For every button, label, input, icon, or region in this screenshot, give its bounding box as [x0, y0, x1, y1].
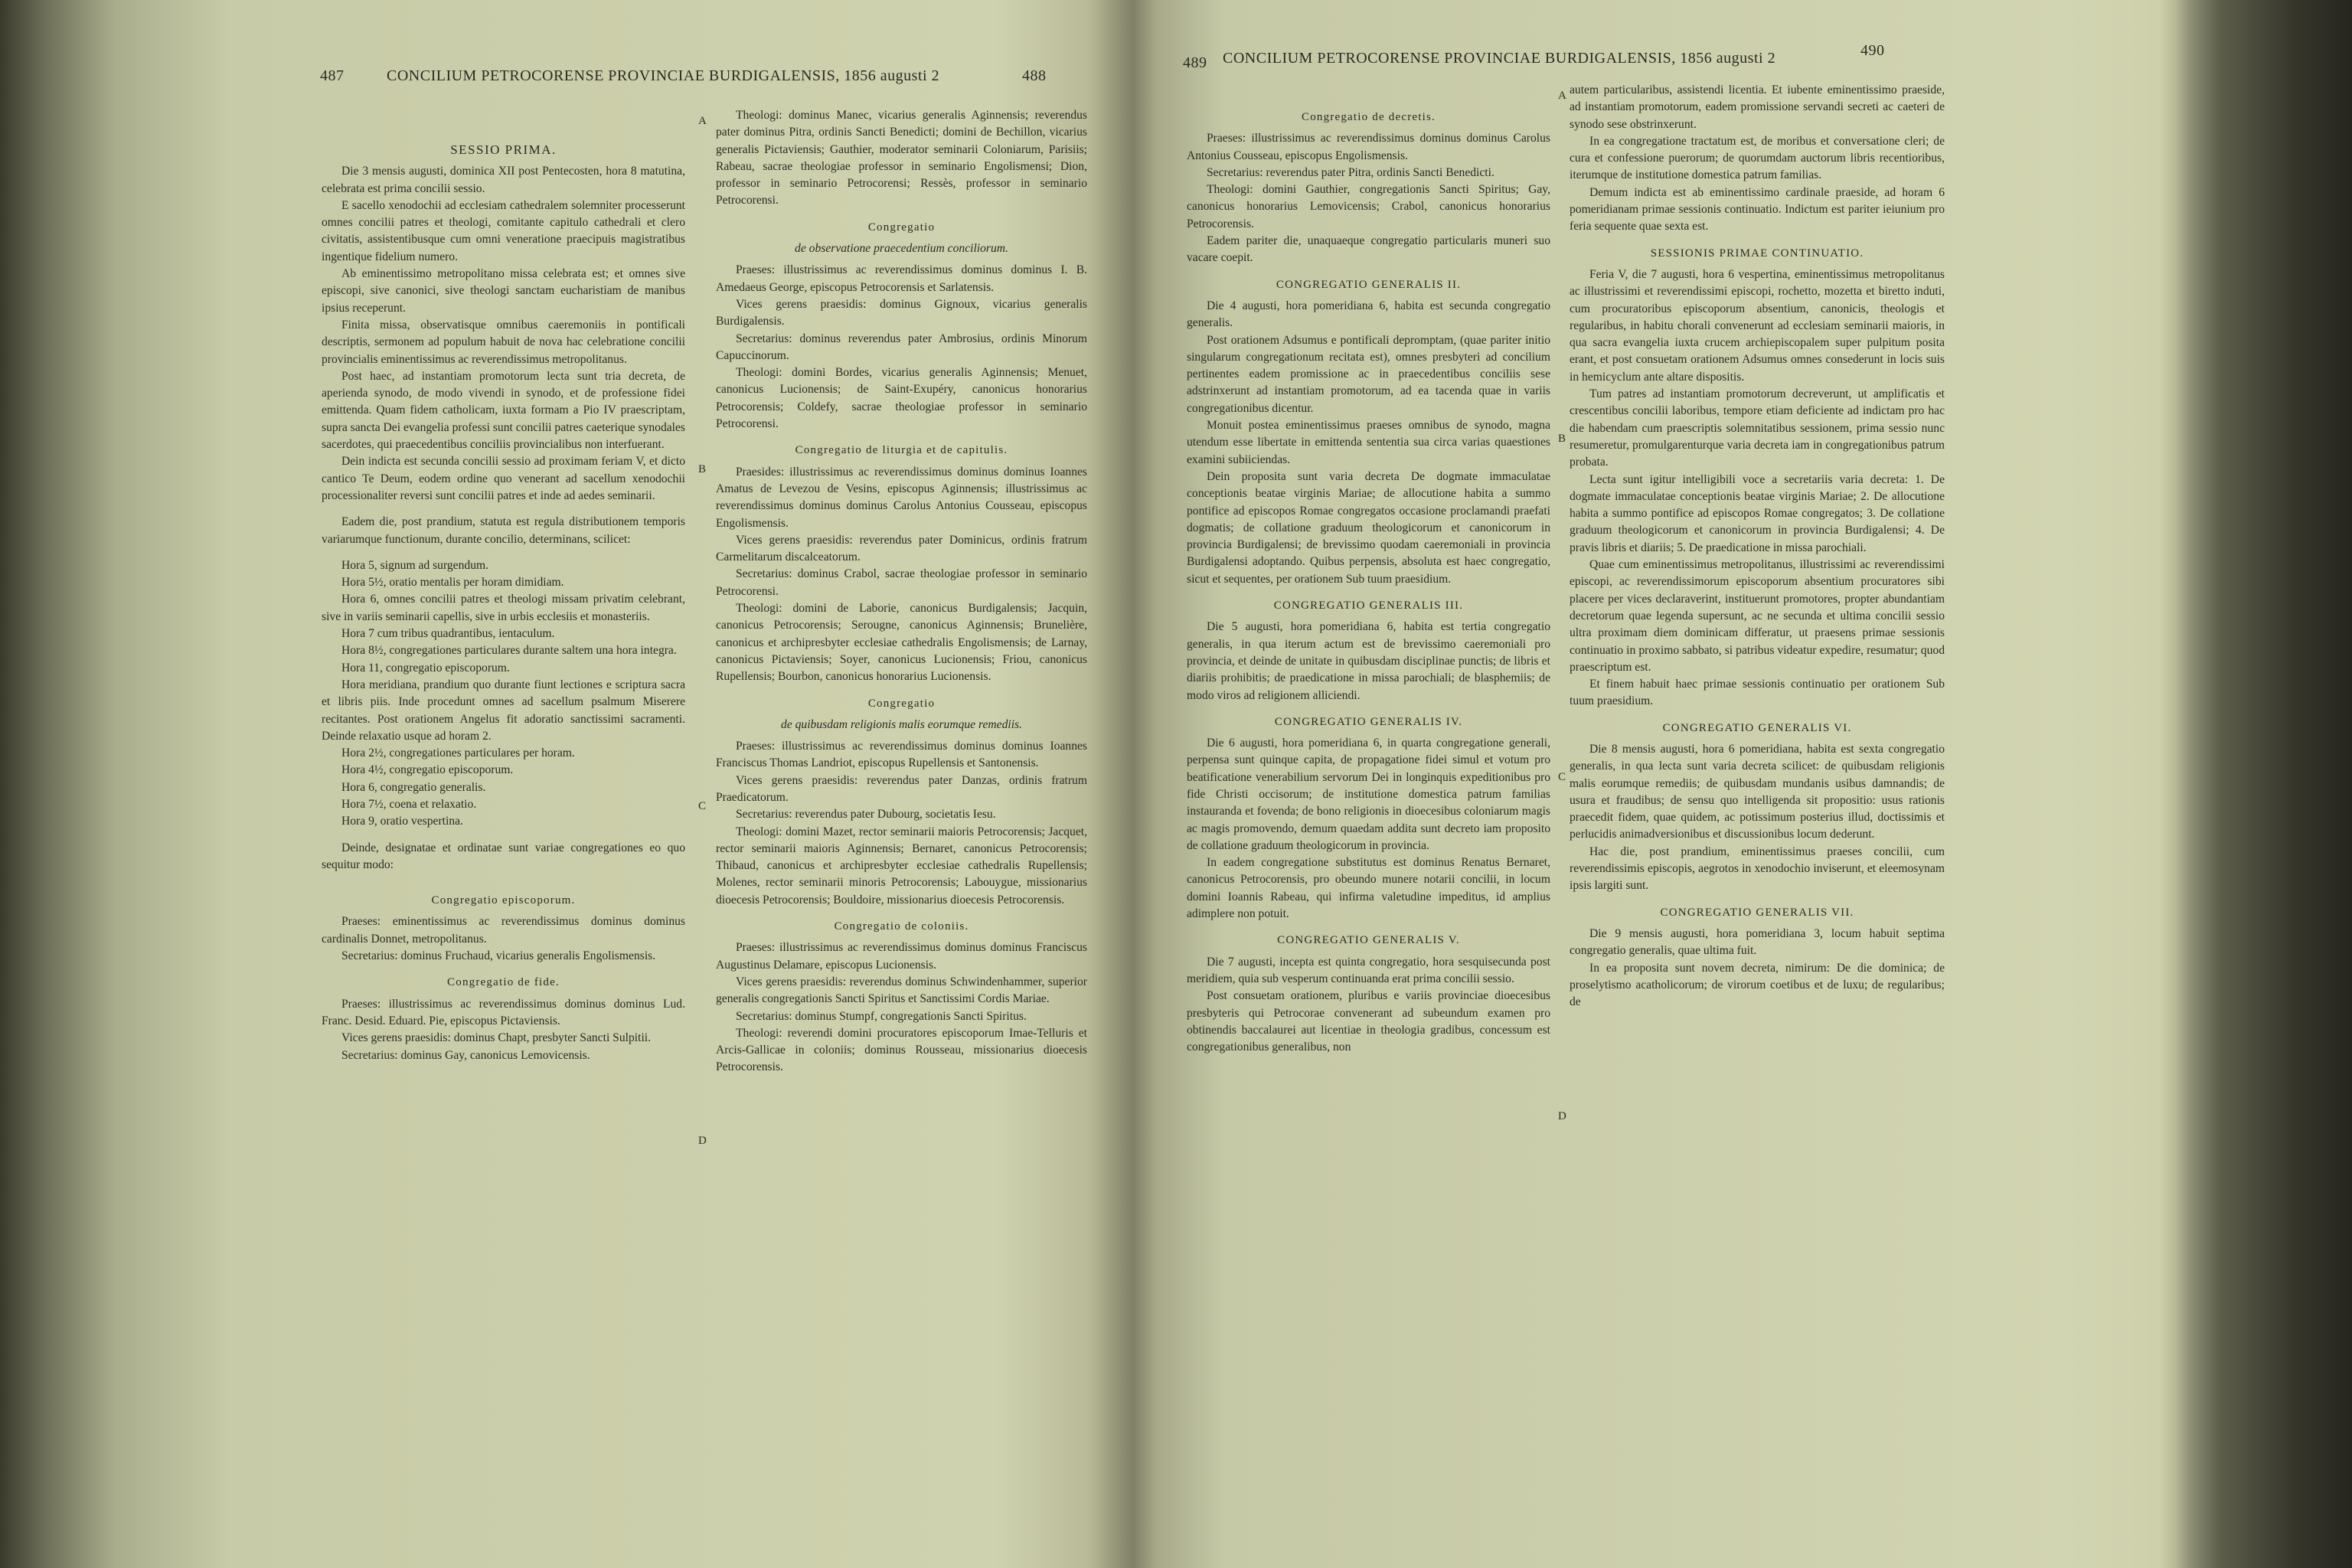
- left-page-header: [299, 67, 1102, 98]
- section-heading: Congregatio: [867, 220, 936, 234]
- paragraph: Deinde, designatae et ordinatae sunt variae congregationes eo quo sequitur modo:: [322, 841, 685, 871]
- paragraph: Dein indicta est secunda concilii sessio ad proximam feriam V, et dicto cantico Te Deum, eodem ordine quo venerant ad sacellum xenodochii processionaliter reversi sunt concilii patres et inde ad aedes seminarii.: [322, 455, 685, 502]
- paragraph: Post haec, ad instantiam promotorum lecta sunt tria decreta, de aperienda synodo, de modo vivendi in synodo, et de professione fidei emittenda. Quam fidem catholicam, iuxta formam a Pio IV praescriptam, supra sancta Dei evangelia professi sunt concilii patres caeterique synodales sacerdotes, qui praecedentibus conciliis provincialibus non interfuerant.: [322, 369, 686, 452]
- section-subtitle: de observatione praecedentium conciliorum.: [795, 242, 1008, 256]
- paragraph: Secretarius: dominus Crabol, sacrae theologiae professor in seminario Petrocorensi.: [716, 567, 1087, 598]
- paragraph: Hora 8½, congregationes particulares durante saltem una hora integra.: [341, 644, 677, 658]
- paragraph: Die 9 mensis augusti, hora pomeridiana 3, locum habuit septima congregatio generalis, quae ultima fuit.: [1570, 926, 1945, 958]
- paragraph: Praesides: illustrissimus ac reverendissimus dominus dominus Ioannes Amatus de Levezou de Vesins, episcopus Aginnensis; illustrissimus ac reverendissimus dominus dominus Carolus Antonius Cousseau, episcopus Engolismensis.: [716, 465, 1087, 530]
- margin-mark-d: D: [698, 1135, 707, 1147]
- paragraph: Eadem pariter die, unaquaeque congregatio particularis muneri suo vacare coepit.: [1187, 234, 1550, 265]
- paragraph: Finita missa, observatisque omnibus caeremoniis in pontificali descriptis, sermonem ad populum habuit de nova hac celebratione concilii provincialis eminentissimus ac reverendissimus metropolitanus.: [322, 318, 685, 366]
- section-heading: CONGREGATIO GENERALIS VII.: [1660, 906, 1854, 919]
- page-number-488: 488: [1022, 67, 1047, 84]
- spacer: [322, 831, 685, 840]
- section-heading: Congregatio: [867, 697, 936, 710]
- margin-mark-d: D: [1558, 1110, 1566, 1122]
- paragraph: Feria V, die 7 augusti, hora 6 vespertina, eminentissimus metropolitanus ac illustrissimi et reverendissimi episcopi, rochetto, mozetta et biretto induti, cum procuratoribus episcoporum absentium, canonicis, theologis et regularibus, in habitu chorali convenerunt ad ecclesiam seminarii maioris, in qua sacra evangelia iuxta crucem archiepiscopalem super pulpitum posita erant, et post consuetam orationem Adsumus omnes consederunt in locis suis in hemicyclum ante altare dispositis.: [1570, 267, 1945, 384]
- margin-mark-a: A: [1558, 90, 1566, 102]
- paragraph: Post orationem Adsumus e pontificali depromptam, (quae pariter initio singularum congregationum recitata est), omnes presbyteri ad concilium pertinentes eadem promissione ac in praecedentibus conciliis sese adstrinxerunt ad instantiam promotorum, ad ea tacenda quae in variis congregationibus dicentur.: [1187, 333, 1550, 415]
- paragraph: Vices gerens praesidis: dominus Chapt, presbyter Sancti Sulpitii.: [341, 1031, 652, 1045]
- paragraph: Hora meridiana, prandium quo durante fiunt lectiones e scriptura sacra et libris piis. Inde procedunt omnes ad sacellum psalmum Miserere recitantes. Post orationem Angelus fit adoratio sanctissimi sacramenti. Deinde relaxatio usque ad horam 2.: [322, 678, 685, 743]
- paragraph: Hora 2½, congregationes particulares per horam.: [341, 746, 575, 760]
- paragraph: Praeses: illustrissimus ac reverendissimus dominus dominus Carolus Antonius Cousseau, episcopus Engolismensis.: [1187, 132, 1550, 162]
- page-number-490: 490: [1860, 42, 1885, 59]
- paragraph: Demum indicta est ab eminentissimo cardinale praeside, ad horam 6 pomeridianam primae sessionis continuatio. Indictum est pariter ieiunium pro feria sequente quae sexta est.: [1570, 185, 1945, 234]
- spacer: [322, 874, 685, 883]
- paragraph: Die 3 mensis augusti, dominica XII post Pentecosten, hora 8 matutina, celebrata est prima concilii sessio.: [322, 165, 685, 195]
- section-heading: CONGREGATIO GENERALIS II.: [1276, 278, 1462, 291]
- paragraph: autem particularibus, assistendi licentia. Et iubente eminentissimo praeside, ad instantiam promotorum, eadem promissione servandi secreti ac caeteri de synodo sese obstrinxerunt.: [1570, 83, 1945, 131]
- running-title: CONCILIUM PETROCORENSE PROVINCIAE BURDIGALENSIS, 1856 augusti 2: [387, 67, 940, 84]
- paragraph: Theologi: domini Gauthier, congregationis Sancti Spiritus; Gay, canonicus honorarius Lemovicensis; Crabol, canonicus honorarius Petrocorensis.: [1187, 183, 1550, 230]
- paragraph: Theologi: reverendi domini procuratores episcoporum Imae-Telluris et Arcis-Gallicae in coloniis; dominus Rousseau, missionarius dioecesis Petrocorensis.: [716, 1026, 1087, 1074]
- paragraph: Post consuetam orationem, pluribus e variis provinciae dioecesibus presbyteris qui Petrocorae convenerant ad subeundum examen pro obtinendis baccalaurei aut licentiae in theologia gradibus, concessum est congregationibus generalibus, non: [1187, 989, 1550, 1054]
- section-heading: Congregatio de decretis.: [1302, 111, 1436, 123]
- paragraph: Hora 9, oratio vespertina.: [341, 815, 463, 828]
- paragraph: Eadem die, post prandium, statuta est regula distributionem temporis variarumque functionum, durante concilio, determinans, scilicet:: [322, 515, 685, 546]
- paragraph: Hora 7½, coena et relaxatio.: [341, 797, 477, 811]
- left-page: [299, 46, 1102, 1566]
- paragraph: Secretarius: dominus reverendus pater Ambrosius, ordinis Minorum Capuccinorum.: [716, 332, 1087, 362]
- paragraph: Hora 6, congregatio generalis.: [341, 780, 486, 794]
- paragraph: Vices gerens praesidis: reverendus pater Danzas, ordinis fratrum Praedicatorum.: [716, 773, 1087, 804]
- paragraph: E sacello xenodochii ad ecclesiam cathedralem solemniter processerunt omnes concilii patres et theologi, comitante capitulo cathedrali et clero civitatis, assistentibusque cum omni veneratione praecipuis magistratibus ingentique fidelium numero.: [322, 198, 685, 263]
- paragraph: Theologi: domini Mazet, rector seminarii maioris Petrocorensis; Jacquet, rector seminarii maioris Aginnensis; Bernaret, canonicus Petrocorensis; Thibaud, canonicus et archipresbyter ecclesiae cathedralis Rupellensis; Molenes, rector seminarii minoris Petrocorensis; Labouygue, missionarius dioecesis Petrocorensis; Bouldoire, missionarius dioecesis Petrocorensis.: [716, 825, 1087, 906]
- paragraph: Vices gerens praesidis: reverendus pater Dominicus, ordinis fratrum Carmelitarum discalceatorum.: [716, 533, 1087, 564]
- section-heading: CONGREGATIO GENERALIS III.: [1273, 599, 1464, 612]
- section-heading: SESSIONIS PRIMAE CONTINUATIO.: [1650, 247, 1864, 260]
- paragraph: In ea proposita sunt novem decreta, nimirum: De die dominica; de proselytismo acatholicorum; de virorum coetibus et de luxu; de regularibus; de: [1570, 961, 1945, 1009]
- paragraph: Praeses: illustrissimus ac reverendissimus dominus dominus I. B. Amedaeus George, episcopus Petrocorensis et Sarlatensis.: [716, 263, 1087, 294]
- paragraph: Die 6 augusti, hora pomeridiana 6, in quarta congregatione generali, perpensa sunt quinque capita, de propagatione fidei simul et votum pro beatificatione venerabilium servorum Dei in longinquis expeditionibus pro fide Christi occisorum; de institutione domestica patrum familias instauranda et fovenda; de bono religionis in dioecesibus coloniarum magis ac magis promovendo, demum quaedam addita sunt decreto iam proposito de collatione graduum theologicorum in provincia.: [1187, 737, 1550, 852]
- paragraph: Et finem habuit haec primae sessionis continuatio per orationem Sub tuum praesidium.: [1570, 678, 1945, 708]
- paragraph: Hac die, post prandium, eminentissimus praeses concilii, cum reverendissimis episcopis, aegrotos in xenodochio inviserunt, et eleemosynam ipsis largiti sunt.: [1570, 844, 1945, 893]
- paragraph: Die 5 augusti, hora pomeridiana 6, habita est tertia congregatio generalis, in qua iterum actum est de brevissimo caeremoniali pro provincia, et deinde de unitate in quibusdam disciplinae punctis; de libris et diariis prohibitis; de praedicatione in missa parochiali; de blasphemiis; de modo viros ad religionem alliciendi.: [1187, 620, 1550, 702]
- margin-mark-c: C: [698, 800, 707, 812]
- paragraph: Theologi: domini de Laborie, canonicus Burdigalensis; Jacquin, canonicus Petrocorensis; Serougne, canonicus Aginnensis; Brunelière, canonicus et archipresbyter ecclesiae cathedralis Engolismensis; de Larnay, canonicus Pictaviensis; Soyer, canonicus Lucionensis; Friou, canonicus Rupellensis; Bourbon, canonicus honorarius Lucionensis.: [716, 602, 1087, 684]
- section-subtitle: de quibusdam religionis malis eorumque remediis.: [780, 717, 1023, 731]
- paragraph: Secretarius: reverendus pater Dubourg, societatis Iesu.: [736, 808, 996, 822]
- paragraph: Secretarius: dominus Fruchaud, vicarius generalis Engolismensis.: [341, 949, 656, 963]
- paragraph: Monuit postea eminentissimus praeses omnibus de synodo, magna utendum esse libertate in emittenda sententia sua circa varias quaestiones examini subiiciendas.: [1187, 419, 1550, 466]
- paragraph: Hora 11, congregatio episcoporum.: [341, 661, 510, 675]
- paragraph: Hora 6, omnes concilii patres et theologi missam privatim celebrant, sive in variis seminarii capellis, sive in urbis ecclesiis et monasteriis.: [322, 593, 685, 623]
- left-page-column-2: [716, 107, 1087, 1076]
- paragraph: Lecta sunt igitur intelligibili voce a secretariis varia decreta: 1. De dogmate immaculatae conceptionis beatae virginis Mariae; 2. De allocutione habita a summo pontifice ad episcopos Romae congregatos; 3. De collatione graduum theologicorum et canonicorum in provincia Burdigalensi; 4. De pravis libris et diariis; 5. De praedicatione in missa parochiali.: [1570, 472, 1945, 554]
- section-heading: CONGREGATIO GENERALIS VI.: [1662, 721, 1852, 734]
- paragraph: Vices gerens praesidis: dominus Gignoux, vicarius generalis Burdigalensis.: [716, 297, 1087, 328]
- paragraph: Praeses: eminentissimus ac reverendissimus dominus dominus cardinalis Donnet, metropolitanus.: [322, 915, 685, 946]
- right-page-column-2: [1570, 82, 1945, 1011]
- paragraph: Secretarius: dominus Gay, canonicus Lemovicensis.: [341, 1048, 590, 1062]
- margin-mark-c: C: [1558, 771, 1566, 783]
- section-heading: Congregatio episcoporum.: [431, 894, 576, 907]
- paragraph: Hora 4½, congregatio episcoporum.: [341, 763, 514, 777]
- section-heading: Congregatio de liturgia et de capitulis.: [795, 444, 1008, 457]
- paragraph: Die 8 mensis augusti, hora 6 pomeridiana, habita est sexta congregatio generalis, in qua lecta sunt varia decreta scilicet: de quibusdam religionis malis eorumque remediis; de quibusdam mundanis usibus damnandis; de usura et fraudibus; de sensu quo intelligenda sit propositio: usus rationis praecedit fidem, quae quidem, ac potissimum posterius illud, doctissimis et perlucidis animadversionibus et discussionibus locum dederunt.: [1570, 742, 1945, 841]
- margin-mark-a: A: [698, 115, 707, 127]
- paragraph: Theologi: domini Bordes, vicarius generalis Aginnensis; Menuet, canonicus Lucionensis; de Saint-Exupéry, canonicus honorarius Petrocorensis; Coldefy, sacrae theologiae professor in seminario Petrocorensi.: [716, 366, 1087, 431]
- page-number-489: 489: [1183, 54, 1207, 71]
- paragraph: Praeses: illustrissimus ac reverendissimus dominus dominus Franciscus Augustinus Delamare, episcopus Lucionensis.: [716, 941, 1087, 972]
- paragraph: Praeses: illustrissimus ac reverendissimus dominus dominus Ioannes Franciscus Thomas Landriot, episcopus Rupellensis et Santonensis.: [716, 740, 1087, 770]
- paragraph: Theologi: dominus Manec, vicarius generalis Aginnensis; reverendus pater dominus Pitra, ordinis Sancti Benedicti; domini de Bechillon, vicarius generalis Pictaviensis; Gauthier, moderator seminarii Coloniarum, Parisiis; Rabeau, sacrae theologiae professor in seminario Engolismensi; Dion, professor in seminario Petrocorensi; Ressès, professor in seminario Petrocorensi.: [716, 109, 1087, 207]
- margin-mark-b: B: [698, 463, 707, 475]
- paragraph: Hora 5½, oratio mentalis per horam dimidiam.: [341, 576, 564, 590]
- left-page-column-1: [322, 126, 685, 1064]
- spacer: [322, 548, 685, 557]
- paragraph: Hora 7 cum tribus quadrantibus, ientaculum.: [341, 627, 555, 641]
- paragraph: Die 4 augusti, hora pomeridiana 6, habita est secunda congregatio generalis.: [1187, 299, 1550, 330]
- section-heading: Congregatio de coloniis.: [834, 920, 969, 933]
- section-heading: SESSIO PRIMA.: [450, 142, 557, 157]
- paragraph: Secretarius: reverendus pater Pitra, ordinis Sancti Benedicti.: [1207, 165, 1494, 179]
- page-number-487: 487: [320, 67, 345, 84]
- section-heading: CONGREGATIO GENERALIS IV.: [1274, 715, 1463, 728]
- paragraph: Ab eminentissimo metropolitano missa celebrata est; et omnes sive episcopi, sive canonici, sive theologi sanctam eucharistiam de manibus ipsius receperunt.: [322, 267, 685, 315]
- margin-mark-b: B: [1558, 433, 1566, 445]
- paragraph: Hora 5, signum ad surgendum.: [341, 558, 489, 572]
- section-heading: CONGREGATIO GENERALIS V.: [1277, 934, 1460, 947]
- paragraph: Praeses: illustrissimus ac reverendissimus dominus dominus Lud. Franc. Desid. Eduard. Pie, episcopus Pictaviensis.: [322, 997, 685, 1027]
- section-heading: Congregatio de fide.: [447, 976, 560, 989]
- paragraph: In eadem congregatione substitutus est dominus Renatus Bernaret, canonicus Petrocorensis, pro obeundo munere notarii concilii, in locum domini Ioannis Rabeau, qui infirma valetudine impeditus, id amplius adimplere non potuit.: [1187, 856, 1550, 921]
- paragraph: Die 7 augusti, incepta est quinta congregatio, hora sesquisecunda post meridiem, quia sub vesperum continuanda erat prima concilii sessio.: [1187, 955, 1550, 985]
- paragraph: Tum patres ad instantiam promotorum decreverunt, ut amplificatis et crescentibus concilii laboribus, tempore etiam deficiente ad indictam pro hac die habendam cum praescriptis solemnitatibus sessionem, prima sessio nunc resumeretur, promulgarenturque varia decreta iam in congregationibus patrum probata.: [1570, 387, 1945, 469]
- spacer: [322, 505, 685, 514]
- paragraph: Vices gerens praesidis: reverendus dominus Schwindenhammer, superior generalis congregationis Sancti Spiritus et Sanctissimi Cordis Mariae.: [716, 975, 1087, 1006]
- paragraph: Dein proposita sunt varia decreta De dogmate immaculatae conceptionis beatae virginis Mariae; de allocutione habita a summo pontifice ad episcopos Romae congregatos occasione proclamandi praefati dogmatis; de collatione graduum theologicorum et canonicorum in provincia Burdigalensi; de brevissimo quodam caeremoniali in provincia Burdigalensi adoptando. Quibus perpensis, absoluta est haec congregatio, sicut et sequentes, per orationem Sub tuum praesidium.: [1187, 469, 1550, 586]
- right-page-header: [1160, 42, 1971, 79]
- paragraph: In ea congregatione tractatum est, de moribus et conversatione cleri; de cura et confessione puerorum; de quorumdam auctorum libris recentioribus, iterumque de institutione domestica patrum familias.: [1570, 134, 1945, 182]
- right-page-column-1: [1187, 100, 1550, 1056]
- paragraph: Secretarius: dominus Stumpf, congregationis Sancti Spiritus.: [736, 1009, 1027, 1023]
- right-page: [1160, 27, 1971, 1566]
- running-title: CONCILIUM PETROCORENSE PROVINCIAE BURDIGALENSIS, 1856 augusti 2: [1223, 50, 1776, 67]
- paragraph: Quae cum eminentissimus metropolitanus, illustrissimi ac reverendissimi episcopi, ac reverendissimorum episcoporum absentium procuratores sibi placere per vices declaraverint, instituerunt promotores, propter abundantiam decretorum quae legenda supersunt, ac ne secunda et ultima concilii sessio ultra proximam diem dominicam differatur, ut praesens primae sessionis continuatio in proximo sabbato, si patribus videatur expedire, resumatur; quod praescriptum est.: [1570, 558, 1945, 674]
